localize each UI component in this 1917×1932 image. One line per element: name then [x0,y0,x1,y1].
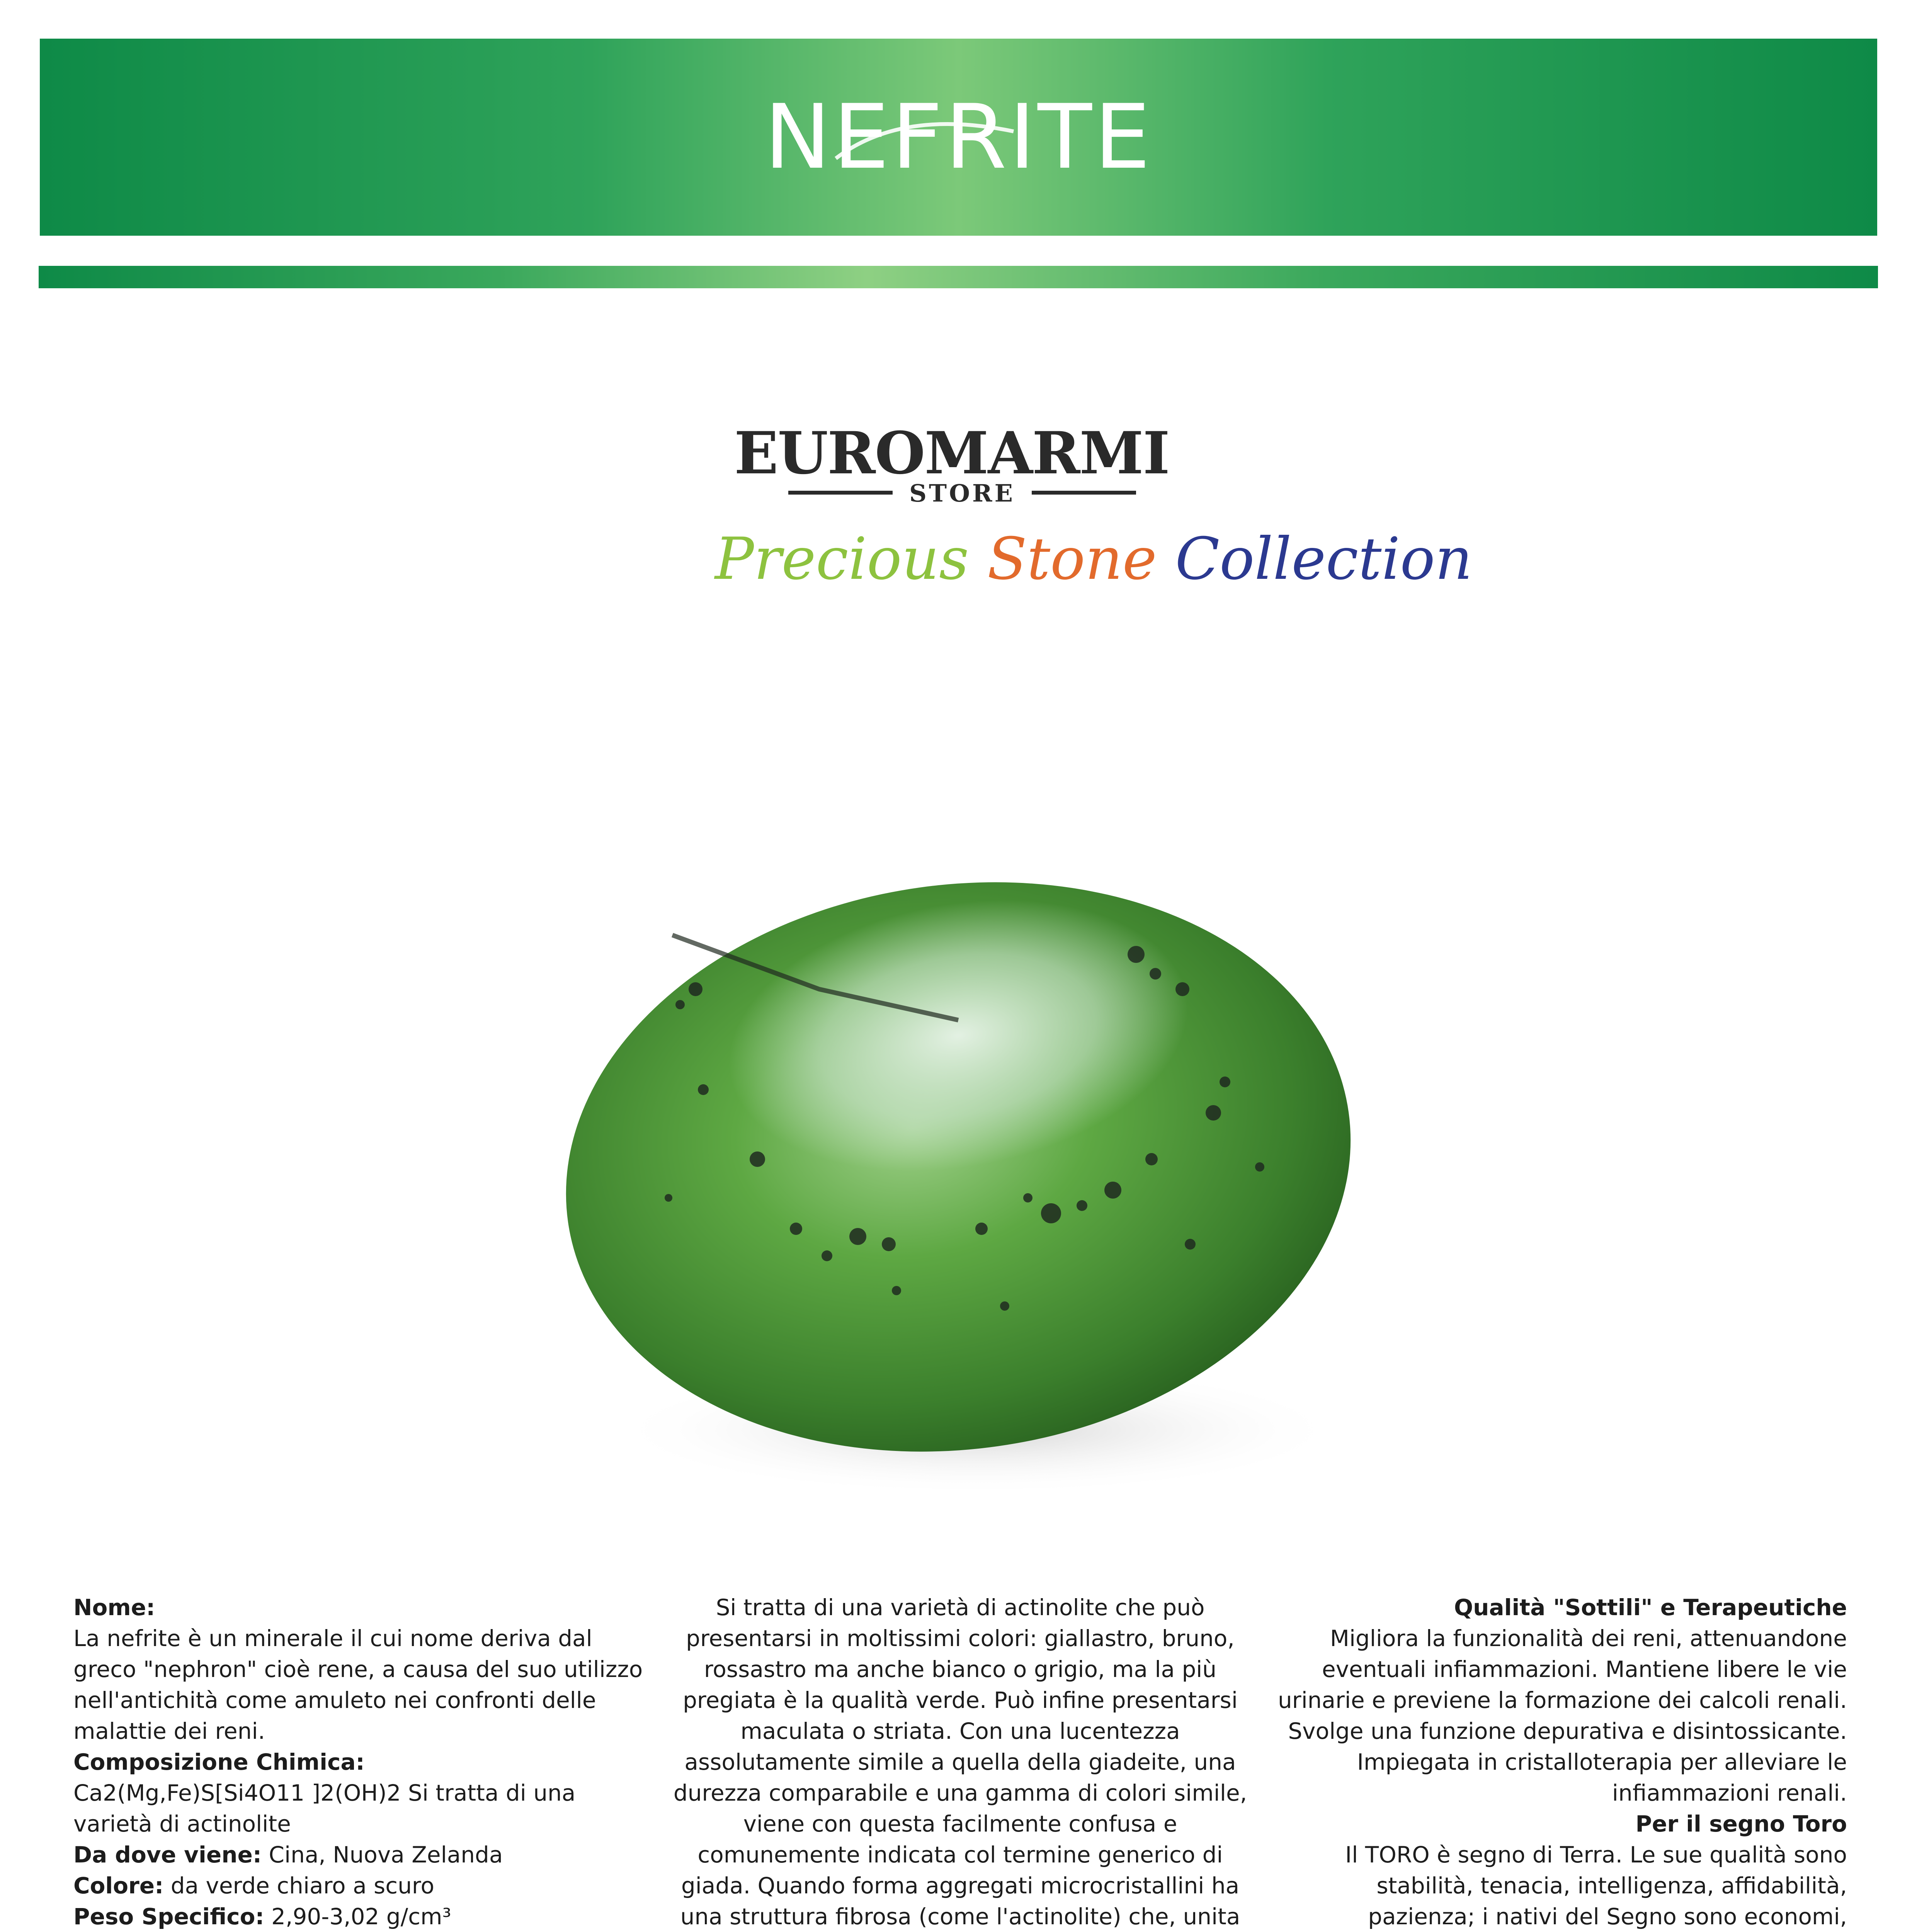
weight-value: 2,90-3,02 g/cm³ [264,1903,451,1930]
composition-label: Composizione Chimica: [73,1749,365,1775]
origin-value: Cina, Nuova Zelanda [262,1842,503,1868]
collection-tagline [715,526,1473,593]
qualities-heading: Qualità "Sottili" e Terapeutiche [1454,1594,1847,1621]
nome-text: La nefrite è un minerale il cui nome deriva dal greco "nephron" cioè rene, a causa del suo utilizzo nell'antichità come amuleto nei confronti delle malattie dei reni. [73,1625,643,1744]
gemstone-image [502,773,1399,1557]
brand-logo-name: EUROMARMI [734,419,1169,487]
color-label: Colore: [73,1872,164,1899]
origin-row [73,1839,661,1870]
header-stripe [39,266,1878,288]
brand-logo-sub: STORE [909,479,1015,507]
qualities-column [1275,1592,1847,1932]
weight-row [73,1901,661,1932]
tagline-word-precious: Precious [715,526,969,593]
qualities-text: Migliora la funzionalità dei reni, attenuandone eventuali infiammazioni. Mantiene libere le vie urinarie e previene la formazione dei calcoli renali. Svolge una funzione depurativa e disintossicante. Impiegata in cristalloterapia per alleviare le infiammazioni renali. [1278,1625,1847,1806]
header-banner [40,39,1877,236]
zodiac-text: Il TORO è segno di Terra. Le sue qualità sono stabilità, tenacia, intelligenza, affidabilità, pazienza; i nativi del Segno sono economi, [1345,1842,1847,1930]
composition-text: Ca2(Mg,Fe)S[Si4O11 ]2(OH)2 Si tratta di una varietà di actinolite [73,1780,576,1837]
description-column [668,1592,1252,1932]
properties-column [73,1592,661,1932]
description-text: Si tratta di una varietà di actinolite che può presentarsi in moltissimi colori: giallastro, bruno, rossastro ma anche bianco o grigio, ma la più pregiata è la qualità verde. Può infine presentarsi maculata o striata. Con una lucentezza assolutamente simile a quella della giadeite, una durezza comparabile e una gamma di colori simile, viene con questa facilmente confusa e comunemente indicata col termine generico di giada. Quando forma aggregati microcristallini ha una struttura fibrosa (come l'actinolite) che, unita [673,1594,1247,1930]
nome-label: Nome: [73,1594,155,1621]
color-row [73,1870,661,1901]
zodiac-heading: Per il segno Toro [1635,1811,1847,1837]
brand-logo-store [788,479,1136,507]
page-title: NEFRITE [764,85,1153,189]
tagline-word-stone: Stone [987,526,1157,593]
tagline-word-collection: Collection [1175,526,1473,593]
color-value: da verde chiaro a scuro [163,1872,434,1899]
weight-label: Peso Specifico: [73,1903,264,1930]
origin-label: Da dove viene: [73,1842,262,1868]
